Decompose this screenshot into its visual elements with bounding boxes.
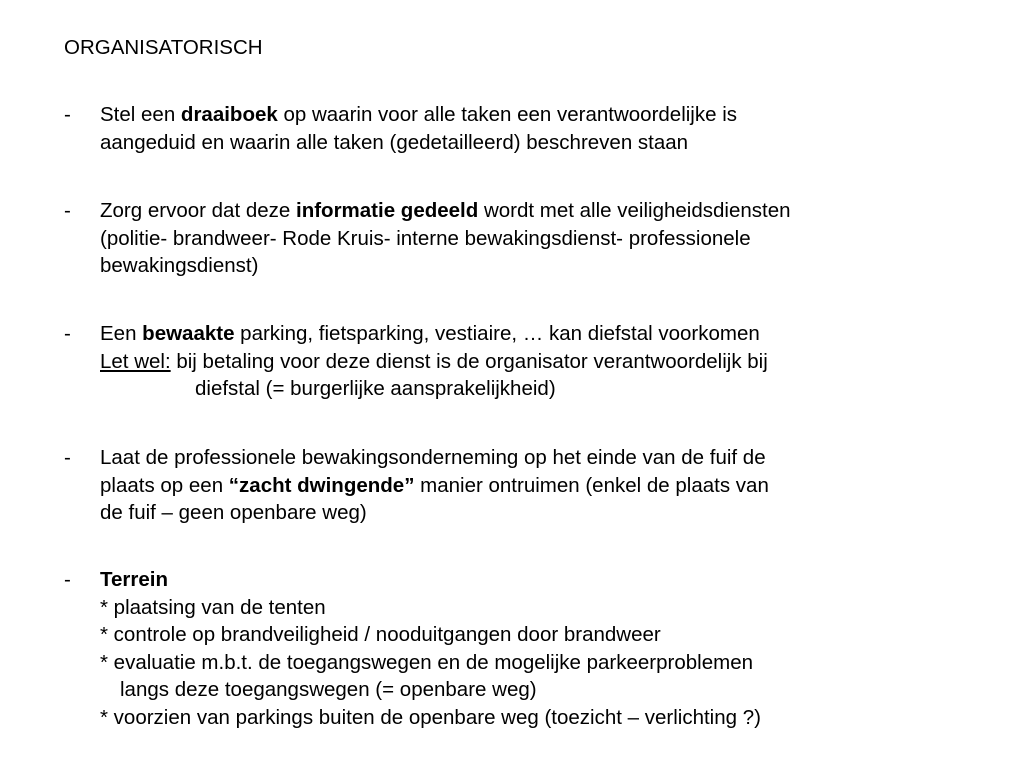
terrein-item: * voorzien van parkings buiten de openbare weg (toezicht – verlichting ?)	[100, 705, 761, 729]
bullet-line: aangeduid en waarin alle taken (gedetailleerd) beschreven staan	[100, 130, 689, 154]
text-span: Zorg ervoor dat deze	[100, 199, 296, 222]
bullet-dash: -	[64, 568, 71, 591]
bullet-text	[100, 197, 984, 280]
let-wel-label: Let wel:	[100, 349, 171, 373]
text-span: Stel een	[100, 103, 181, 126]
bullet-line	[100, 375, 984, 403]
bullet-dash: -	[64, 322, 71, 345]
bullet-line: Laat de professionele bewakingsonderneming op het einde van de fuif de	[100, 446, 766, 469]
bullet-line	[100, 472, 984, 500]
terrein-item: * controle op brandveiligheid / nooduitgangen door brandweer	[100, 623, 661, 646]
bullet-text	[100, 101, 984, 156]
terrein-item-continuation	[100, 676, 984, 704]
bullet-dash: -	[64, 446, 71, 469]
bullet-line: de fuif – geen openbare weg)	[100, 501, 367, 524]
bullet-line	[100, 348, 984, 376]
text-span: op waarin voor alle taken een verantwoordelijke is	[277, 103, 738, 126]
bullet-dash: -	[64, 103, 71, 126]
bold-term: informatie gedeeld	[296, 199, 479, 222]
text-span: manier ontruimen (enkel de plaats van	[414, 473, 769, 497]
bullet-line	[100, 197, 984, 225]
terrein-item: * plaatsing van de tenten	[100, 595, 326, 619]
text-span: bij betaling voor deze dienst is de organisator verantwoordelijk bij	[170, 349, 768, 373]
text-span: wordt met alle veiligheidsdiensten	[478, 199, 791, 222]
bullet-text	[100, 320, 984, 403]
bullet-line	[100, 101, 984, 129]
bullet-text	[100, 444, 984, 527]
bold-term: draaiboek	[180, 103, 278, 126]
bullet-dash: -	[64, 199, 71, 222]
bullet-text	[100, 566, 984, 731]
bullet-line	[100, 566, 984, 594]
slide-title: ORGANISATORISCH	[64, 36, 263, 59]
bold-term: “zacht dwingende”	[228, 473, 415, 497]
terrein-item: * evaluatie m.b.t. de toegangswegen en de mogelijke parkeerproblemen	[100, 650, 753, 674]
text-span: diefstal (= burgerlijke aansprakelijkheid)	[195, 377, 556, 400]
text-span: plaats op een	[100, 473, 229, 497]
text-span: Een	[100, 322, 143, 345]
bullet-line	[100, 320, 984, 348]
text-span: langs deze toegangswegen (= openbare weg)	[120, 678, 537, 701]
text-span: parking, fietsparking, vestiaire, … kan diefstal voorkomen	[234, 322, 760, 345]
bullet-line: (politie- brandweer- Rode Kruis- interne bewakingsdienst- professionele	[100, 226, 751, 250]
bold-term: bewaakte	[142, 322, 235, 345]
bold-term: Terrein	[100, 568, 168, 591]
bullet-line: bewakingsdienst)	[100, 254, 259, 277]
